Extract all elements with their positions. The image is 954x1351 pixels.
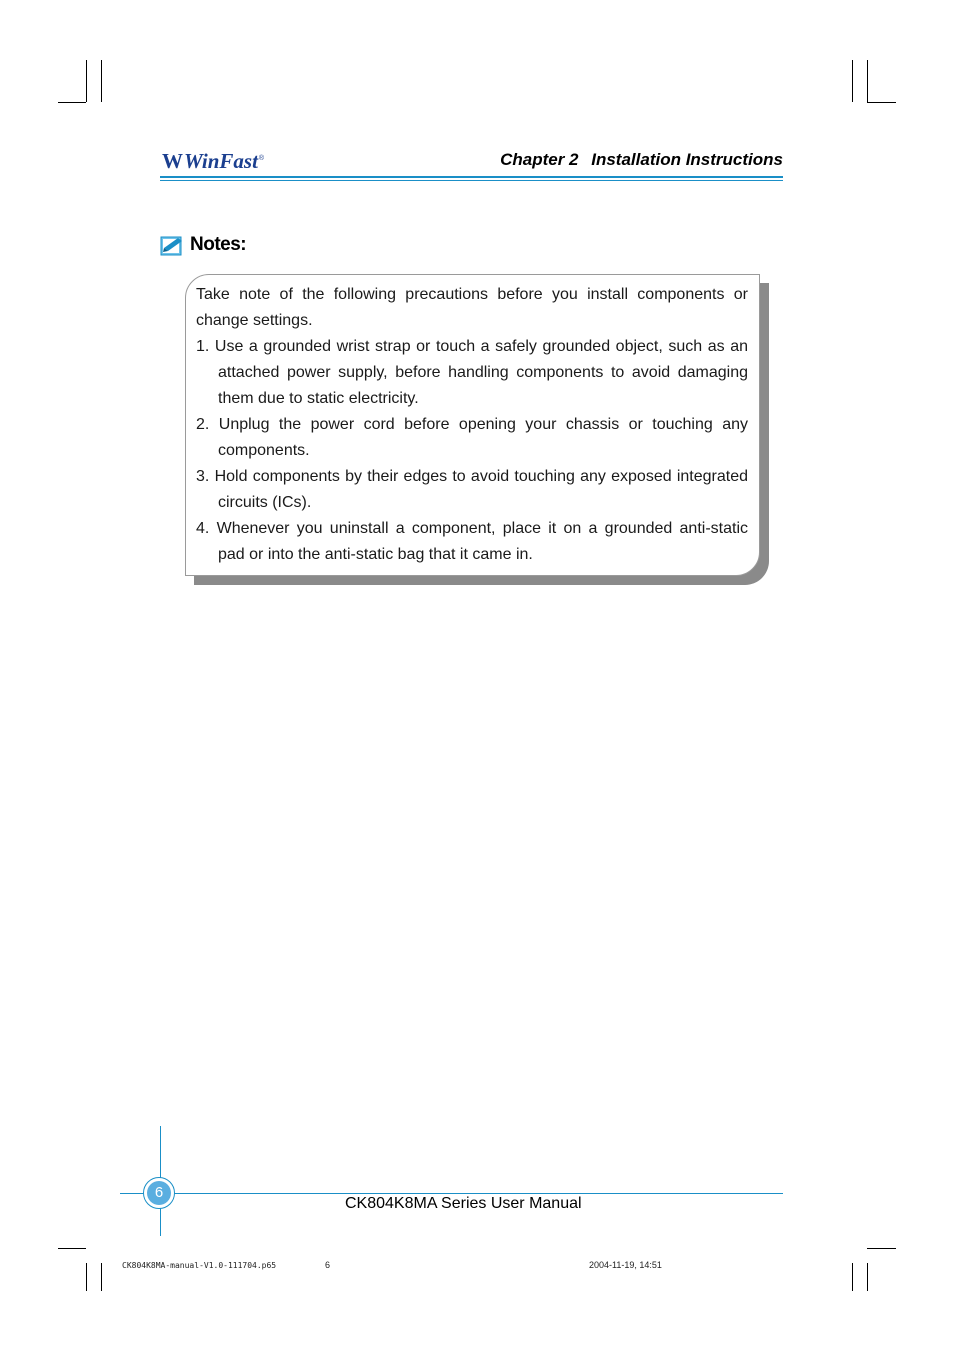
- logo-registered: ®: [258, 155, 265, 162]
- notes-item: 1. Use a grounded wrist strap or touch a safely grounded object, such as an attached power supply, before handling components to avoid damaging them due to static electricity.: [196, 338, 748, 407]
- notes-heading: [160, 234, 246, 256]
- crop-mark: [852, 60, 853, 102]
- chapter-label: Chapter 2: [500, 150, 579, 169]
- logo-text: WinFast: [184, 149, 258, 173]
- logo-mark: W: [162, 149, 180, 173]
- crop-mark: [58, 102, 86, 103]
- crop-mark: [101, 1263, 102, 1291]
- winfast-logo: [162, 148, 264, 174]
- print-file-name: CK804K8MA-manual-V1.0-111704.p65: [122, 1261, 277, 1270]
- print-datetime: 2004-11-19, 14:51: [589, 1260, 662, 1270]
- crop-mark: [867, 1263, 868, 1291]
- notes-item: 2. Unplug the power cord before opening your chassis or touching any components.: [196, 416, 748, 459]
- header-rule: [160, 176, 783, 178]
- notes-content: [196, 282, 748, 568]
- chapter-title: [500, 150, 783, 170]
- crop-mark: [101, 60, 102, 102]
- chapter-name: Installation Instructions: [591, 150, 783, 169]
- page-number: 6: [147, 1181, 171, 1205]
- header-rule-thin: [160, 180, 783, 181]
- page-number-badge: [143, 1177, 175, 1209]
- footer-rule: [120, 1193, 783, 1194]
- note-pad-icon: [160, 234, 184, 256]
- manual-title: CK804K8MA Series User Manual: [345, 1195, 582, 1212]
- crop-mark: [867, 102, 896, 103]
- crop-mark: [867, 60, 868, 102]
- crop-mark: [58, 1248, 86, 1249]
- crop-mark: [852, 1263, 853, 1291]
- crop-mark: [86, 60, 87, 102]
- print-page-number: 6: [325, 1260, 331, 1270]
- notes-intro: Take note of the following precautions before you install components or change settings.: [196, 286, 748, 329]
- crop-mark: [867, 1248, 896, 1249]
- notes-item: 3. Hold components by their edges to avoid touching any exposed integrated circuits (ICs).: [196, 468, 748, 511]
- notes-item: 4. Whenever you uninstall a component, place it on a grounded anti-static pad or into the anti-static bag that it came in.: [196, 520, 748, 563]
- notes-list: [196, 334, 748, 568]
- crop-mark: [86, 1263, 87, 1291]
- notes-title: Notes:: [190, 234, 247, 255]
